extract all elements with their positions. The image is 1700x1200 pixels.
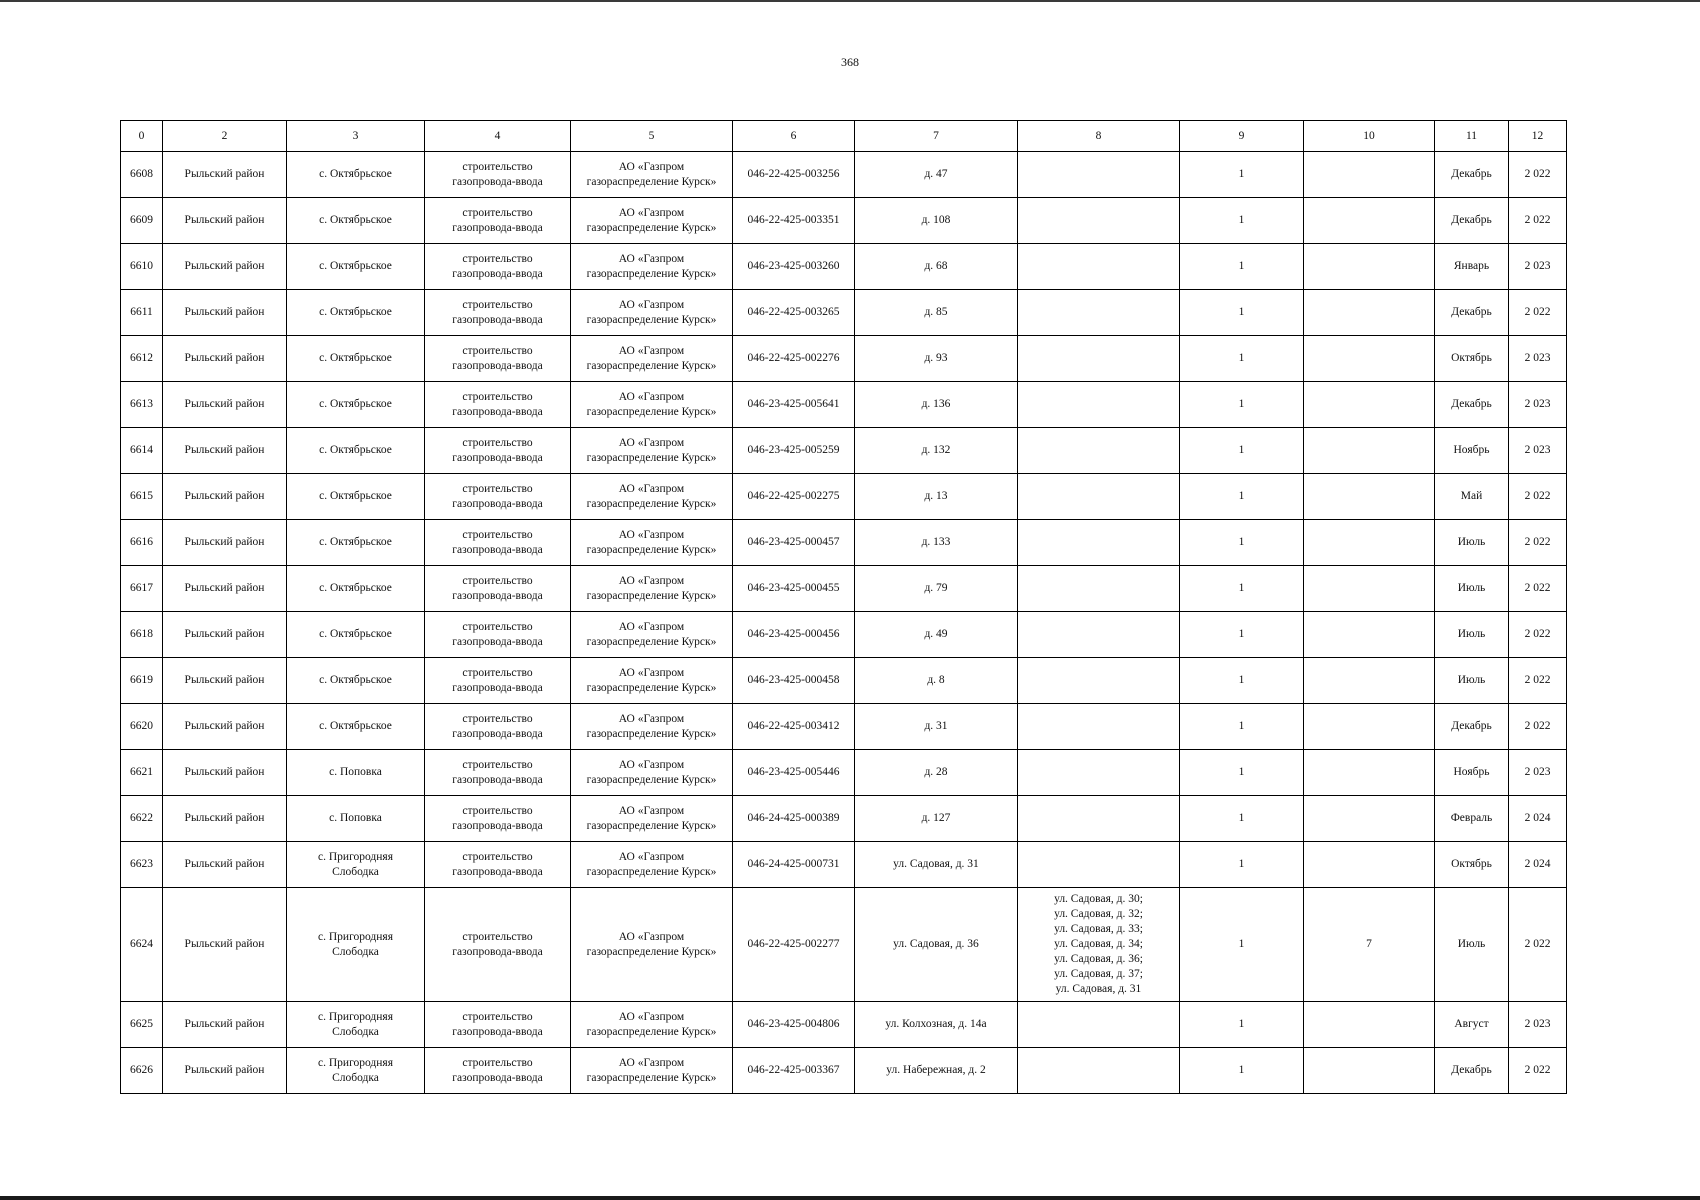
month-cell: Июль: [1435, 658, 1509, 704]
count-cell: 1: [1180, 336, 1304, 382]
object-code-cell: 046-22-425-003351: [733, 198, 855, 244]
additional-addresses-cell: [1018, 658, 1180, 704]
month-cell: Ноябрь: [1435, 750, 1509, 796]
additional-addresses-cell: [1018, 474, 1180, 520]
row-number-cell: 6619: [121, 658, 163, 704]
district-cell: Рыльский район: [163, 704, 287, 750]
count-cell: 1: [1180, 198, 1304, 244]
settlement-cell: с. Октябрьское: [287, 382, 425, 428]
address-cell: д. 49: [855, 612, 1018, 658]
year-cell: 2 022: [1509, 566, 1567, 612]
table-row: [121, 244, 1567, 290]
object-code-cell: 046-23-425-000458: [733, 658, 855, 704]
year-cell: 2 023: [1509, 382, 1567, 428]
district-cell: Рыльский район: [163, 520, 287, 566]
quantity-cell: [1304, 474, 1435, 520]
table-row: [121, 520, 1567, 566]
quantity-cell: [1304, 244, 1435, 290]
organization-cell: АО «Газпром газораспределение Курск»: [571, 658, 733, 704]
object-code-cell: 046-23-425-005641: [733, 382, 855, 428]
year-cell: 2 024: [1509, 842, 1567, 888]
work-type-cell: строительство газопровода-ввода: [425, 152, 571, 198]
count-cell: 1: [1180, 428, 1304, 474]
address-cell: ул. Садовая, д. 31: [855, 842, 1018, 888]
additional-addresses-cell: [1018, 244, 1180, 290]
year-cell: 2 022: [1509, 198, 1567, 244]
column-header: 7: [855, 121, 1018, 152]
settlement-cell: с. Октябрьское: [287, 704, 425, 750]
organization-cell: АО «Газпром газораспределение Курск»: [571, 888, 733, 1002]
column-header: 10: [1304, 121, 1435, 152]
object-code-cell: 046-22-425-003367: [733, 1048, 855, 1094]
organization-cell: АО «Газпром газораспределение Курск»: [571, 842, 733, 888]
count-cell: 1: [1180, 520, 1304, 566]
district-cell: Рыльский район: [163, 244, 287, 290]
quantity-cell: [1304, 796, 1435, 842]
settlement-cell: с. Октябрьское: [287, 474, 425, 520]
month-cell: Декабрь: [1435, 382, 1509, 428]
settlement-cell: с. Октябрьское: [287, 244, 425, 290]
year-cell: 2 022: [1509, 290, 1567, 336]
additional-addresses-cell: ул. Садовая, д. 30; ул. Садовая, д. 32; ул. Садовая, д. 33; ул. Садовая, д. 34; ул. Садовая, д. 36; ул. Садовая, д. 37; ул. Садовая, д. 31: [1018, 888, 1180, 1002]
table-row: [121, 612, 1567, 658]
row-number-cell: 6625: [121, 1002, 163, 1048]
row-number-cell: 6610: [121, 244, 163, 290]
organization-cell: АО «Газпром газораспределение Курск»: [571, 1002, 733, 1048]
district-cell: Рыльский район: [163, 750, 287, 796]
address-cell: д. 8: [855, 658, 1018, 704]
quantity-cell: [1304, 566, 1435, 612]
additional-addresses-cell: [1018, 290, 1180, 336]
quantity-cell: [1304, 382, 1435, 428]
organization-cell: АО «Газпром газораспределение Курск»: [571, 796, 733, 842]
work-type-cell: строительство газопровода-ввода: [425, 290, 571, 336]
count-cell: 1: [1180, 842, 1304, 888]
count-cell: 1: [1180, 658, 1304, 704]
object-code-cell: 046-23-425-003260: [733, 244, 855, 290]
work-type-cell: строительство газопровода-ввода: [425, 382, 571, 428]
organization-cell: АО «Газпром газораспределение Курск»: [571, 1048, 733, 1094]
quantity-cell: 7: [1304, 888, 1435, 1002]
address-cell: д. 136: [855, 382, 1018, 428]
quantity-cell: [1304, 1048, 1435, 1094]
page-number: 368: [841, 55, 859, 69]
count-cell: 1: [1180, 290, 1304, 336]
count-cell: 1: [1180, 704, 1304, 750]
year-cell: 2 022: [1509, 1048, 1567, 1094]
table-body: [121, 152, 1567, 1094]
table-row: [121, 336, 1567, 382]
quantity-cell: [1304, 336, 1435, 382]
row-number-cell: 6615: [121, 474, 163, 520]
object-code-cell: 046-23-425-000457: [733, 520, 855, 566]
row-number-cell: 6626: [121, 1048, 163, 1094]
district-cell: Рыльский район: [163, 152, 287, 198]
additional-addresses-cell: [1018, 336, 1180, 382]
month-cell: Июль: [1435, 612, 1509, 658]
address-cell: д. 133: [855, 520, 1018, 566]
column-header: 4: [425, 121, 571, 152]
column-header: 0: [121, 121, 163, 152]
row-number-cell: 6617: [121, 566, 163, 612]
address-cell: ул. Набережная, д. 2: [855, 1048, 1018, 1094]
quantity-cell: [1304, 198, 1435, 244]
table-row: [121, 1002, 1567, 1048]
work-type-cell: строительство газопровода-ввода: [425, 1048, 571, 1094]
table-row: [121, 474, 1567, 520]
table-row: [121, 888, 1567, 1002]
district-cell: Рыльский район: [163, 1048, 287, 1094]
work-type-cell: строительство газопровода-ввода: [425, 842, 571, 888]
settlement-cell: с. Пригородняя Слободка: [287, 842, 425, 888]
year-cell: 2 024: [1509, 796, 1567, 842]
district-cell: Рыльский район: [163, 612, 287, 658]
month-cell: Июль: [1435, 566, 1509, 612]
settlement-cell: с. Октябрьское: [287, 612, 425, 658]
object-code-cell: 046-22-425-003412: [733, 704, 855, 750]
object-code-cell: 046-22-425-002276: [733, 336, 855, 382]
district-cell: Рыльский район: [163, 842, 287, 888]
row-number-cell: 6608: [121, 152, 163, 198]
table-row: [121, 152, 1567, 198]
organization-cell: АО «Газпром газораспределение Курск»: [571, 244, 733, 290]
table-row: [121, 290, 1567, 336]
year-cell: 2 023: [1509, 1002, 1567, 1048]
settlement-cell: с. Поповка: [287, 750, 425, 796]
column-header: 8: [1018, 121, 1180, 152]
district-cell: Рыльский район: [163, 888, 287, 1002]
year-cell: 2 023: [1509, 336, 1567, 382]
district-cell: Рыльский район: [163, 474, 287, 520]
table-row: [121, 428, 1567, 474]
column-header: 11: [1435, 121, 1509, 152]
row-number-cell: 6616: [121, 520, 163, 566]
object-code-cell: 046-23-425-000456: [733, 612, 855, 658]
count-cell: 1: [1180, 888, 1304, 1002]
organization-cell: АО «Газпром газораспределение Курск»: [571, 750, 733, 796]
work-type-cell: строительство газопровода-ввода: [425, 198, 571, 244]
address-cell: д. 79: [855, 566, 1018, 612]
settlement-cell: с. Пригородняя Слободка: [287, 1048, 425, 1094]
table-row: [121, 704, 1567, 750]
column-header: 2: [163, 121, 287, 152]
register-table: [120, 120, 1567, 1094]
month-cell: Июль: [1435, 520, 1509, 566]
table-row: [121, 1048, 1567, 1094]
work-type-cell: строительство газопровода-ввода: [425, 1002, 571, 1048]
additional-addresses-cell: [1018, 796, 1180, 842]
work-type-cell: строительство газопровода-ввода: [425, 796, 571, 842]
work-type-cell: строительство газопровода-ввода: [425, 704, 571, 750]
table-row: [121, 382, 1567, 428]
organization-cell: АО «Газпром газораспределение Курск»: [571, 566, 733, 612]
additional-addresses-cell: [1018, 520, 1180, 566]
quantity-cell: [1304, 658, 1435, 704]
address-cell: д. 13: [855, 474, 1018, 520]
quantity-cell: [1304, 612, 1435, 658]
table-row: [121, 796, 1567, 842]
year-cell: 2 022: [1509, 888, 1567, 1002]
settlement-cell: с. Октябрьское: [287, 290, 425, 336]
additional-addresses-cell: [1018, 1048, 1180, 1094]
month-cell: Декабрь: [1435, 704, 1509, 750]
additional-addresses-cell: [1018, 198, 1180, 244]
settlement-cell: с. Октябрьское: [287, 658, 425, 704]
quantity-cell: [1304, 704, 1435, 750]
organization-cell: АО «Газпром газораспределение Курск»: [571, 704, 733, 750]
object-code-cell: 046-23-425-005259: [733, 428, 855, 474]
count-cell: 1: [1180, 382, 1304, 428]
object-code-cell: 046-22-425-003265: [733, 290, 855, 336]
quantity-cell: [1304, 152, 1435, 198]
row-number-cell: 6621: [121, 750, 163, 796]
settlement-cell: с. Октябрьское: [287, 428, 425, 474]
object-code-cell: 046-22-425-002275: [733, 474, 855, 520]
address-cell: ул. Колхозная, д. 14а: [855, 1002, 1018, 1048]
district-cell: Рыльский район: [163, 658, 287, 704]
month-cell: Ноябрь: [1435, 428, 1509, 474]
address-cell: д. 127: [855, 796, 1018, 842]
organization-cell: АО «Газпром газораспределение Курск»: [571, 290, 733, 336]
district-cell: Рыльский район: [163, 1002, 287, 1048]
address-cell: д. 28: [855, 750, 1018, 796]
additional-addresses-cell: [1018, 612, 1180, 658]
address-cell: д. 108: [855, 198, 1018, 244]
address-cell: д. 31: [855, 704, 1018, 750]
row-number-cell: 6622: [121, 796, 163, 842]
count-cell: 1: [1180, 474, 1304, 520]
settlement-cell: с. Поповка: [287, 796, 425, 842]
month-cell: Декабрь: [1435, 198, 1509, 244]
table-row: [121, 750, 1567, 796]
object-code-cell: 046-22-425-003256: [733, 152, 855, 198]
settlement-cell: с. Октябрьское: [287, 336, 425, 382]
additional-addresses-cell: [1018, 152, 1180, 198]
column-header: 3: [287, 121, 425, 152]
table-row: [121, 842, 1567, 888]
organization-cell: АО «Газпром газораспределение Курск»: [571, 152, 733, 198]
address-cell: д. 68: [855, 244, 1018, 290]
work-type-cell: строительство газопровода-ввода: [425, 888, 571, 1002]
month-cell: Декабрь: [1435, 1048, 1509, 1094]
column-header: 6: [733, 121, 855, 152]
year-cell: 2 023: [1509, 428, 1567, 474]
scan-top-edge: [0, 0, 1700, 2]
additional-addresses-cell: [1018, 842, 1180, 888]
additional-addresses-cell: [1018, 1002, 1180, 1048]
row-number-cell: 6613: [121, 382, 163, 428]
work-type-cell: строительство газопровода-ввода: [425, 336, 571, 382]
year-cell: 2 022: [1509, 704, 1567, 750]
district-cell: Рыльский район: [163, 796, 287, 842]
table-row: [121, 198, 1567, 244]
month-cell: Июль: [1435, 888, 1509, 1002]
work-type-cell: строительство газопровода-ввода: [425, 474, 571, 520]
work-type-cell: строительство газопровода-ввода: [425, 658, 571, 704]
settlement-cell: с. Пригородняя Слободка: [287, 1002, 425, 1048]
month-cell: Январь: [1435, 244, 1509, 290]
scan-bottom-edge: [0, 1196, 1700, 1200]
settlement-cell: с. Пригородняя Слободка: [287, 888, 425, 1002]
additional-addresses-cell: [1018, 750, 1180, 796]
table-row: [121, 658, 1567, 704]
row-number-cell: 6609: [121, 198, 163, 244]
address-cell: д. 93: [855, 336, 1018, 382]
organization-cell: АО «Газпром газораспределение Курск»: [571, 336, 733, 382]
month-cell: Октябрь: [1435, 842, 1509, 888]
district-cell: Рыльский район: [163, 290, 287, 336]
work-type-cell: строительство газопровода-ввода: [425, 244, 571, 290]
object-code-cell: 046-23-425-004806: [733, 1002, 855, 1048]
count-cell: 1: [1180, 244, 1304, 290]
settlement-cell: с. Октябрьское: [287, 520, 425, 566]
count-cell: 1: [1180, 1048, 1304, 1094]
district-cell: Рыльский район: [163, 198, 287, 244]
address-cell: д. 47: [855, 152, 1018, 198]
year-cell: 2 023: [1509, 750, 1567, 796]
row-number-cell: 6611: [121, 290, 163, 336]
quantity-cell: [1304, 750, 1435, 796]
row-number-cell: 6624: [121, 888, 163, 1002]
month-cell: Май: [1435, 474, 1509, 520]
count-cell: 1: [1180, 612, 1304, 658]
work-type-cell: строительство газопровода-ввода: [425, 612, 571, 658]
object-code-cell: 046-24-425-000389: [733, 796, 855, 842]
row-number-cell: 6614: [121, 428, 163, 474]
address-cell: ул. Садовая, д. 36: [855, 888, 1018, 1002]
object-code-cell: 046-23-425-005446: [733, 750, 855, 796]
additional-addresses-cell: [1018, 704, 1180, 750]
count-cell: 1: [1180, 750, 1304, 796]
organization-cell: АО «Газпром газораспределение Курск»: [571, 382, 733, 428]
row-number-cell: 6623: [121, 842, 163, 888]
row-number-cell: 6620: [121, 704, 163, 750]
month-cell: Август: [1435, 1002, 1509, 1048]
district-cell: Рыльский район: [163, 336, 287, 382]
row-number-cell: 6618: [121, 612, 163, 658]
year-cell: 2 023: [1509, 244, 1567, 290]
district-cell: Рыльский район: [163, 382, 287, 428]
year-cell: 2 022: [1509, 520, 1567, 566]
year-cell: 2 022: [1509, 474, 1567, 520]
address-cell: д. 132: [855, 428, 1018, 474]
quantity-cell: [1304, 290, 1435, 336]
count-cell: 1: [1180, 796, 1304, 842]
year-cell: 2 022: [1509, 152, 1567, 198]
work-type-cell: строительство газопровода-ввода: [425, 428, 571, 474]
quantity-cell: [1304, 428, 1435, 474]
month-cell: Декабрь: [1435, 152, 1509, 198]
address-cell: д. 85: [855, 290, 1018, 336]
settlement-cell: с. Октябрьское: [287, 566, 425, 612]
header-row: [121, 121, 1567, 152]
row-number-cell: 6612: [121, 336, 163, 382]
object-code-cell: 046-22-425-002277: [733, 888, 855, 1002]
count-cell: 1: [1180, 1002, 1304, 1048]
organization-cell: АО «Газпром газораспределение Курск»: [571, 428, 733, 474]
month-cell: Октябрь: [1435, 336, 1509, 382]
additional-addresses-cell: [1018, 428, 1180, 474]
organization-cell: АО «Газпром газораспределение Курск»: [571, 520, 733, 566]
quantity-cell: [1304, 520, 1435, 566]
quantity-cell: [1304, 1002, 1435, 1048]
work-type-cell: строительство газопровода-ввода: [425, 566, 571, 612]
month-cell: Февраль: [1435, 796, 1509, 842]
settlement-cell: с. Октябрьское: [287, 152, 425, 198]
month-cell: Декабрь: [1435, 290, 1509, 336]
quantity-cell: [1304, 842, 1435, 888]
column-header: 9: [1180, 121, 1304, 152]
organization-cell: АО «Газпром газораспределение Курск»: [571, 612, 733, 658]
organization-cell: АО «Газпром газораспределение Курск»: [571, 474, 733, 520]
column-header: 5: [571, 121, 733, 152]
additional-addresses-cell: [1018, 566, 1180, 612]
settlement-cell: с. Октябрьское: [287, 198, 425, 244]
column-header: 12: [1509, 121, 1567, 152]
organization-cell: АО «Газпром газораспределение Курск»: [571, 198, 733, 244]
district-cell: Рыльский район: [163, 428, 287, 474]
object-code-cell: 046-23-425-000455: [733, 566, 855, 612]
work-type-cell: строительство газопровода-ввода: [425, 520, 571, 566]
year-cell: 2 022: [1509, 612, 1567, 658]
count-cell: 1: [1180, 566, 1304, 612]
district-cell: Рыльский район: [163, 566, 287, 612]
work-type-cell: строительство газопровода-ввода: [425, 750, 571, 796]
count-cell: 1: [1180, 152, 1304, 198]
year-cell: 2 022: [1509, 658, 1567, 704]
table-row: [121, 566, 1567, 612]
object-code-cell: 046-24-425-000731: [733, 842, 855, 888]
additional-addresses-cell: [1018, 382, 1180, 428]
